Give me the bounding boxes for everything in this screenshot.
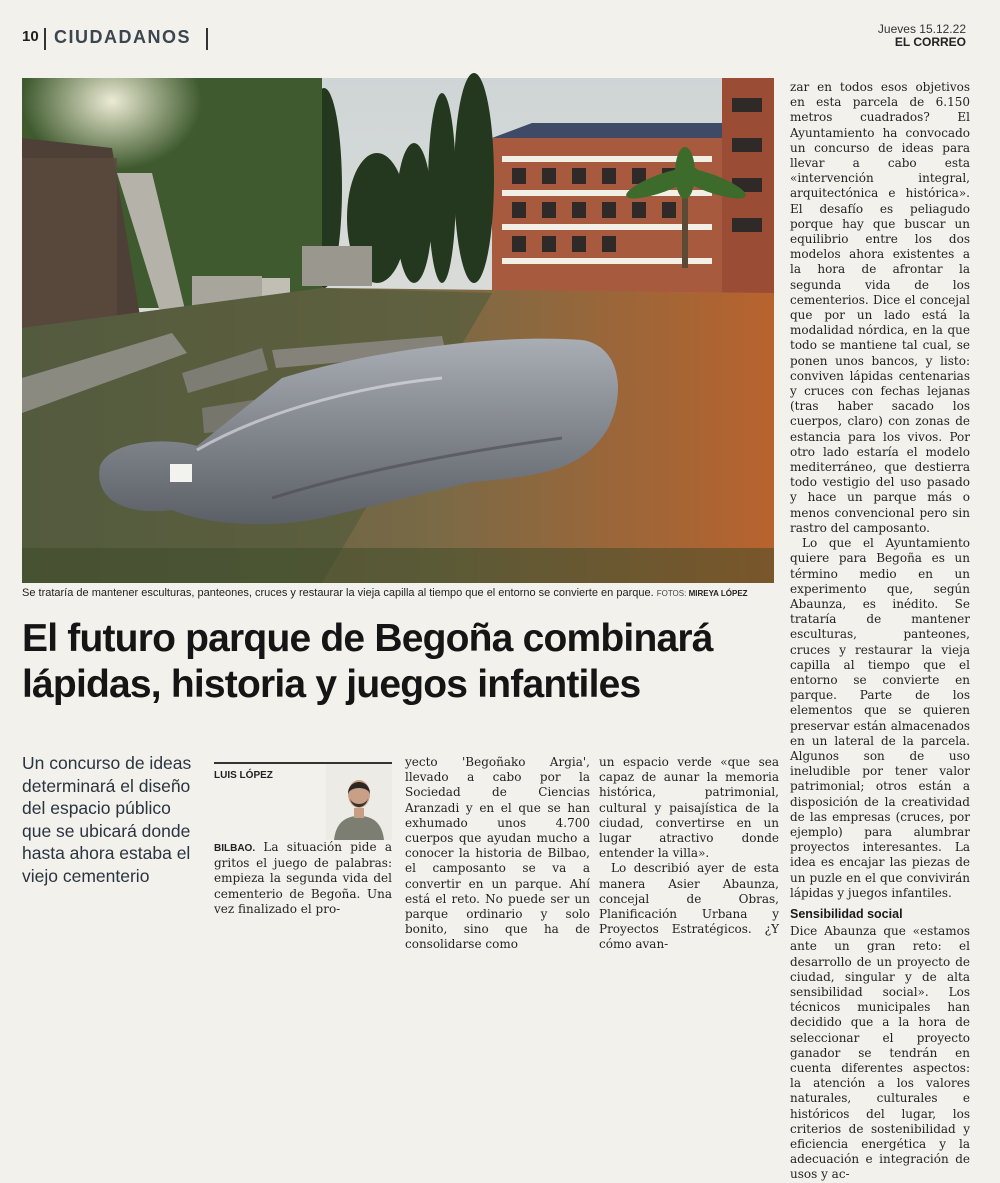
body-paragraph: Lo describió ayer de esta manera Asier Abaunza, concejal de Obras, Planificación Urbana y Proyectos Estratégicos. ¿Y cómo avan- — [599, 861, 779, 952]
section-title: CIUDADANOS — [54, 27, 192, 47]
photo-credit — [657, 589, 748, 598]
body-column-2 — [405, 755, 590, 953]
body-paragraph: yecto 'Begoñako Argia', llevado a cabo por la Sociedad de Ciencias Aranzadi y en el que se han exhumado unos 4.700 cuerpos que ayudan mucho a conocer la historia de Bilbao, el camposanto se va a convertir en un parque. Ahí está el reto. No puede ser un parque ordinario y solo bonito, sino que ha de consolidarse como — [405, 755, 590, 952]
body-column-1 — [214, 840, 392, 917]
section-subheading: Sensibilidad social — [790, 906, 903, 921]
publication-name: EL CORREO — [894, 35, 966, 49]
body-column-3 — [599, 755, 779, 953]
body-column-4 — [790, 80, 970, 1183]
body-paragraph: Dice Abaunza que «estamos ante un gran reto: el desarrollo de un proyecto de ciudad, singular y de alta sensibilidad social». Los técnicos municipales han decidido que a la hora de seleccionar el proyecto ganador se tendrán en cuenta diferentes aspectos: la atención a los valores naturales, culturales e históricos del lugar, los criterios de sostenibilidad y eficiencia energética y la adecuación e integración de usos y ac- — [790, 924, 970, 1182]
caption-text: Se trataría de mantener esculturas, panteones, cruces y restaurar la vieja capilla al tiempo que el entorno se convierte en parque. — [22, 587, 654, 599]
credit-name: MIREYA LÓPEZ — [688, 589, 748, 598]
issue-date: Jueves 15.12.22 — [877, 22, 966, 36]
credit-label: FOTOS: — [656, 589, 687, 598]
cemetery-photo — [22, 78, 774, 583]
author-portrait — [326, 764, 392, 840]
dateline: BILBAO. — [214, 843, 256, 854]
body-text: La situación pide a gritos el juego de palabras: empieza la segunda vida del cementerio de Begoña. Una vez finalizado el pro- — [214, 840, 392, 916]
article-standfirst: Un concurso de ideas determinará el diseño del espacio público que se ubicará donde hasta ahora estaba el viejo cementerio — [22, 753, 192, 886]
body-paragraph: zar en todos esos objetivos en esta parcela de 6.150 metros cuadrados? El Ayuntamiento ha convocado un concurso de ideas para llevar a cabo esta «intervención integral, arquitectónica e histórica». El desafío es peliagudo porque hay que buscar un equilibrio entre los dos modelos ahora existentes a la hora de afrontar la segunda vida de los cementerios. Dice el concejal que por un lado está la modalidad nórdica, en la que todo se mantiene tal cual, se ponen unos bancos, y listo: conviven lápidas centenarias y cruces con fechas lejanas (tras haber sacado los cuerpos, claro) con zonas de estancia para los vivos. Por otro lado estaría el modelo mediterráneo, que destierra todo vestigio del uso pasado y hace un parque más o menos convencional pero sin rastro del camposanto. — [790, 80, 970, 535]
body-paragraph: un espacio verde «que sea capaz de aunar la memoria histórica, patrimonial, cultural y paisajística de la ciudad, convertirse en un lugar atractivo donde entender la villa». — [599, 755, 779, 861]
article-headline: El futuro parque de Begoña combinará lápidas, historia y juegos infantiles — [22, 617, 713, 706]
page-number: 10 — [22, 28, 39, 45]
photo-caption — [22, 587, 774, 599]
header-divider — [44, 28, 46, 50]
author-name: LUIS LÓPEZ — [214, 770, 273, 781]
byline-block — [214, 762, 392, 840]
header-divider — [206, 28, 208, 50]
body-paragraph: Lo que el Ayuntamiento quiere para Begoña es un término medio en un experimento que, según Abaunza, es inédito. Se trataría de mantener esculturas, panteones, cruces y restaurar la vieja capilla al tiempo que el entorno se convierte en parque. Parte de los elementos que se quieren preservar están almacenados en un lateral de la parcela. Algunos son de uso ineludible por tener valor patrimonial; otros están a disposición de la creatividad de las empresas (cruces, por ejemplo) para alumbrar proyectos interesantes. La idea es encajar las piezas de un puzle en el que convivirán lápidas y juegos infantiles. — [790, 536, 970, 900]
